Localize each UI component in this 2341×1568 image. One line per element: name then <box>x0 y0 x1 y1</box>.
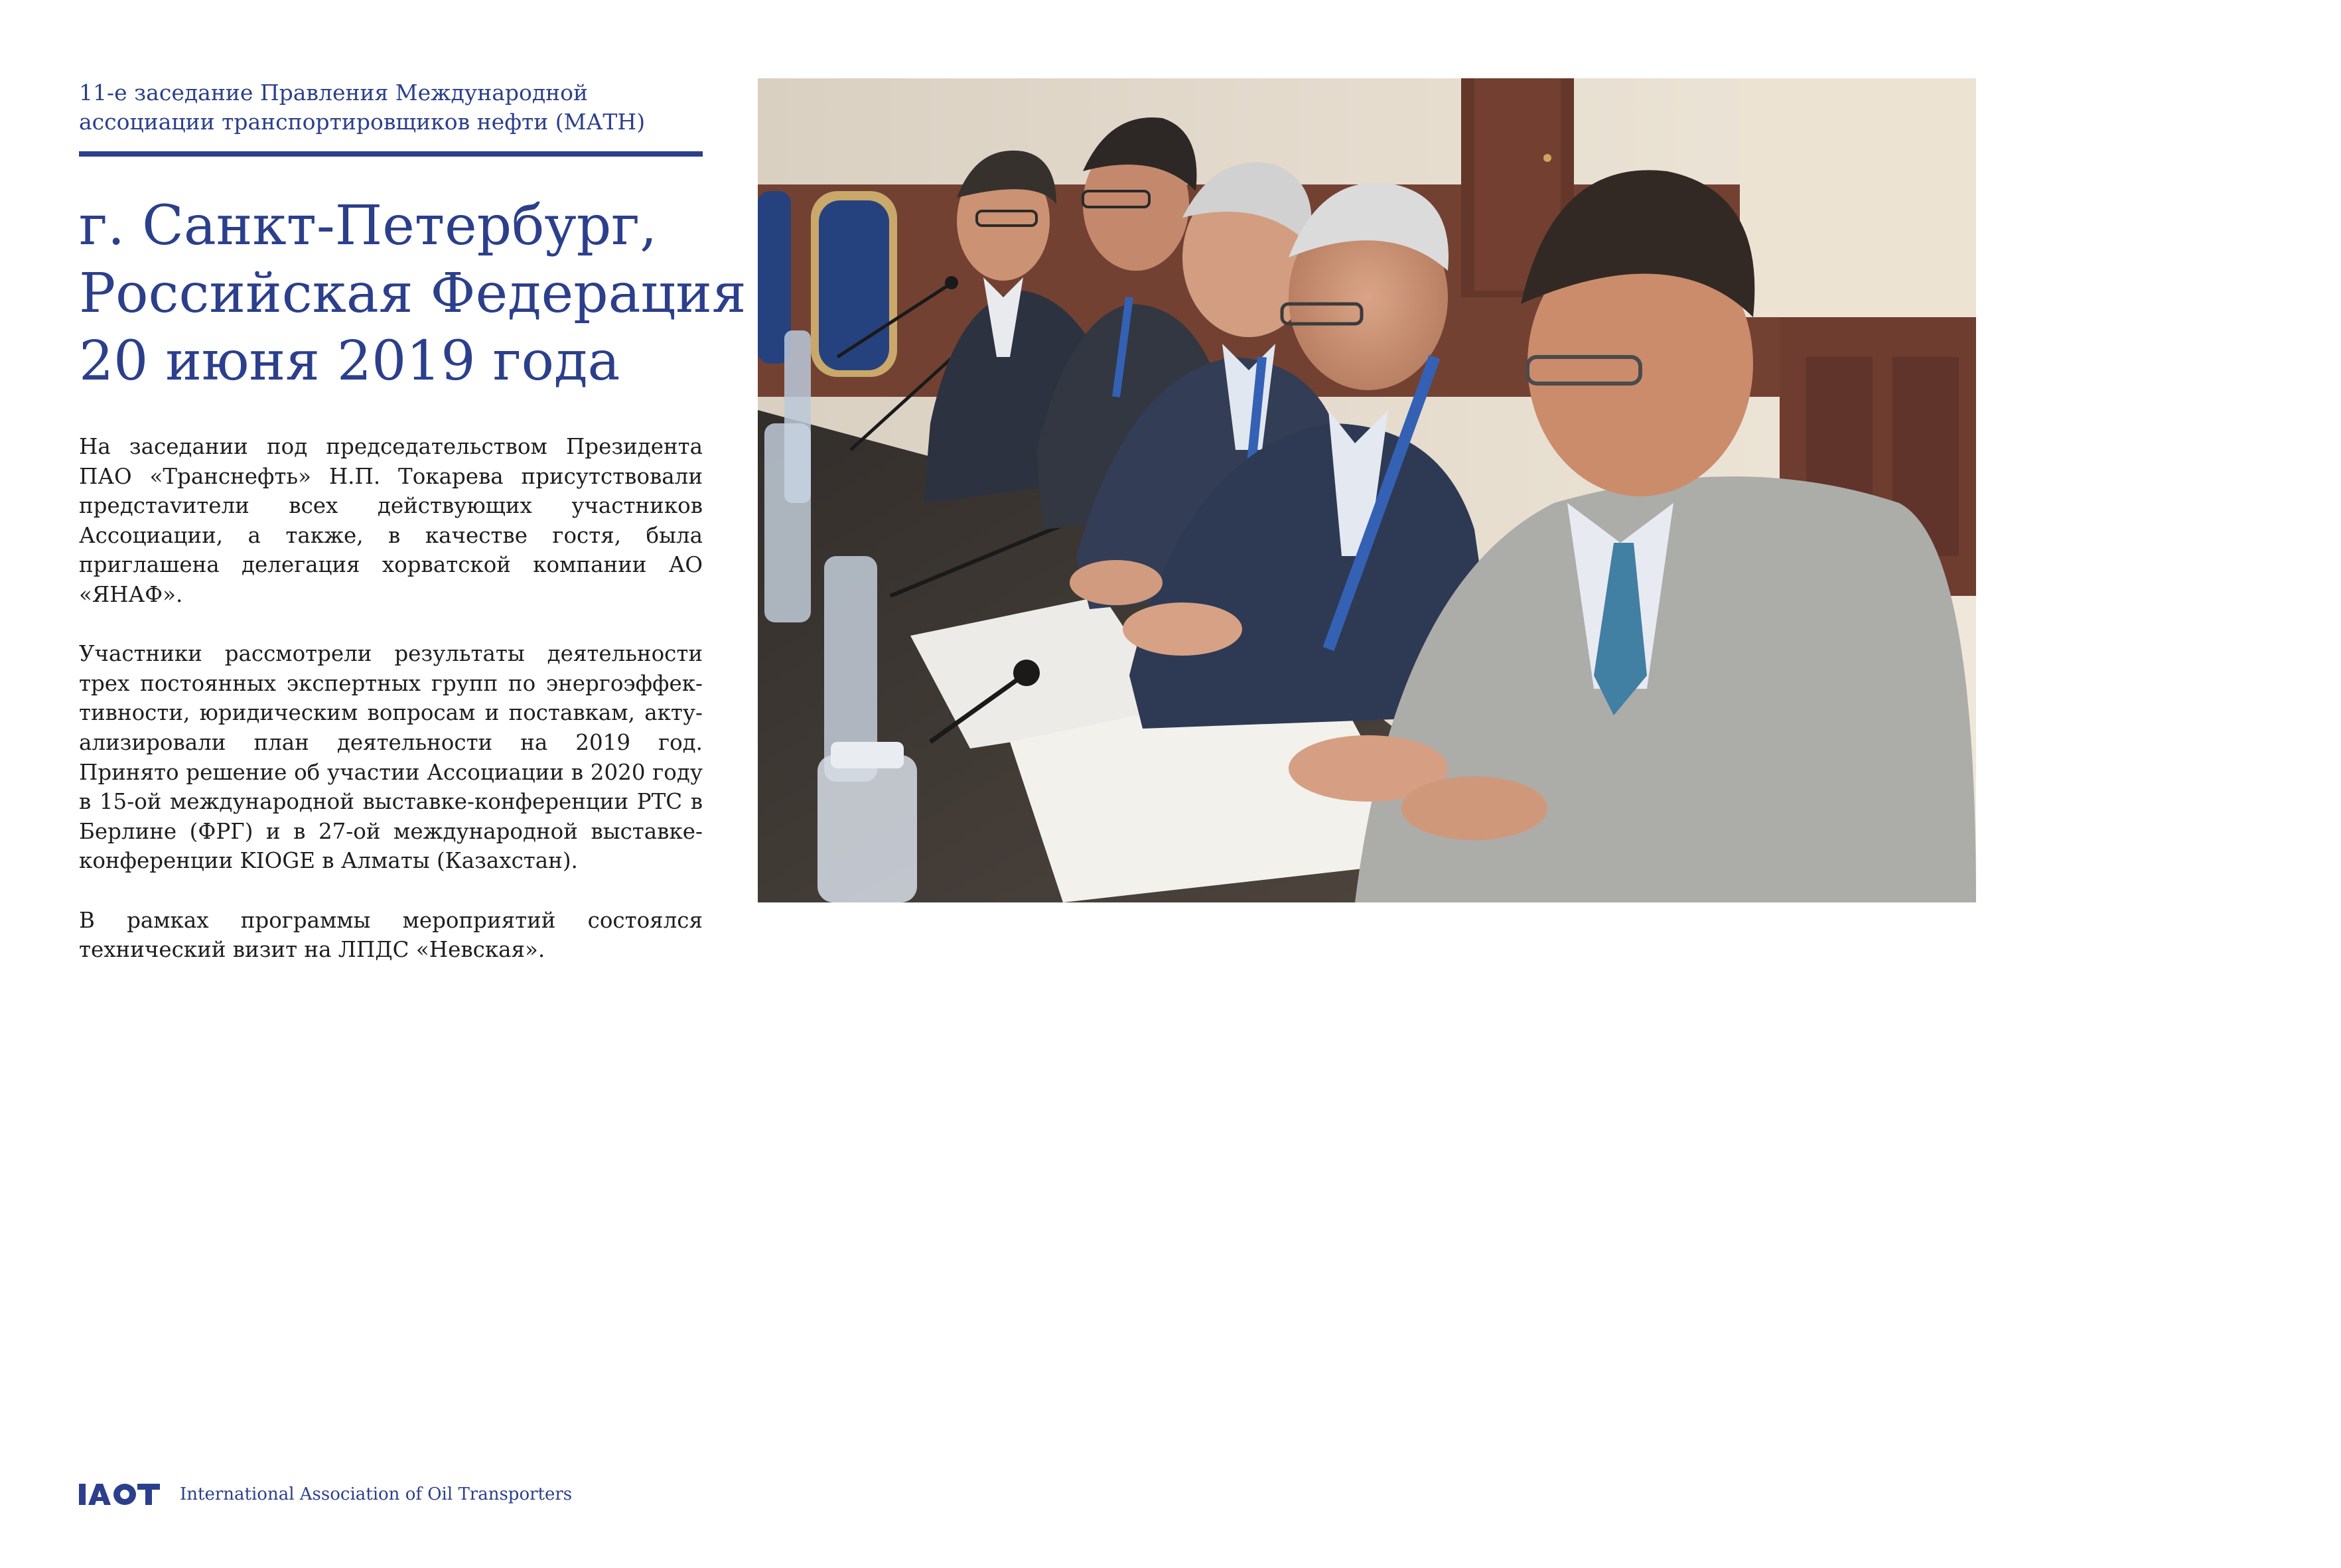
paragraph-2: Участники рассмотрели результаты деятельности трех постоянных экспертных групп по энергоэффективности, юридическим вопросам и поставкам, актуализировали план деятельности на 2019 год. Принято решение об участии Ассоциации в 2020 году в 15-ой международной выставке-конференции PTC в Берлине (ФРГ) и в 27-ой международной выставке-конференции KIOGE в Алматы (Казахстан). <box>79 641 703 874</box>
title-line-2: Российская Федерация <box>79 262 746 325</box>
paragraph-1: На заседании под председательством Президента ПАО «Транснефть» Н.П. Токарева присутствовали предстаvители всех действующих участников Ассоциации, а также, в качестве гостя, была приглашена делегация хорватской компании АО «ЯНАФ». <box>79 434 703 607</box>
kicker-line-2: ассоциации транспортировщиков нефти (МАТН) <box>79 109 646 135</box>
iaot-logo-icon <box>79 1481 160 1508</box>
paragraph-3: В рамках программы мероприятий состоялся технический визит на ЛПДС «Невская». <box>79 907 703 963</box>
title-line-3: 20 июня 2019 года <box>79 330 620 393</box>
title-line-1: г. Санкт-Петербург, <box>79 194 658 257</box>
section-kicker <box>79 78 703 137</box>
article-body <box>79 432 703 994</box>
meeting-photo <box>758 78 1976 902</box>
meeting-photo-illustration <box>758 78 1976 902</box>
page-title <box>79 192 746 395</box>
page-footer <box>79 1480 572 1509</box>
organization-name: International Association of Oil Transporters <box>180 1484 573 1504</box>
kicker-line-1: 11-е заседание Правления Международной <box>79 80 589 106</box>
header-divider <box>79 151 703 157</box>
